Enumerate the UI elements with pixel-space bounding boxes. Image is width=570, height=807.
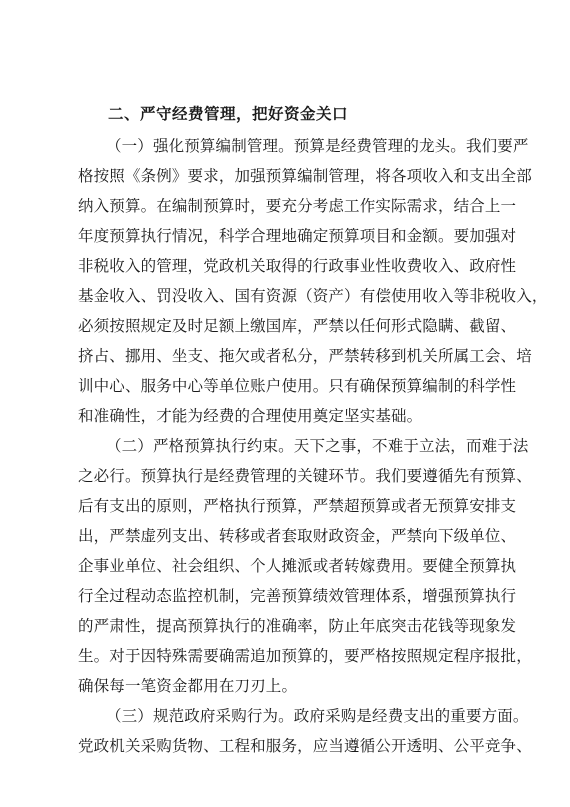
paragraph-2-line-6: 行全过程动态监控机制，完善预算绩效管理体系，增强预算执行 bbox=[78, 587, 517, 605]
paragraph-3-line-1: （三）规范政府采购行为。政府采购是经费支出的重要方面。 bbox=[106, 707, 529, 725]
paragraph-1-line-10: 和准确性，才能为经费的合理使用奠定坚实基础。 bbox=[78, 407, 423, 425]
paragraph-2-line-9: 确保每一笔资金都用在刀刃上。 bbox=[78, 677, 298, 695]
paragraph-1-line-2: 格按照《条例》要求，加强预算编制管理，将各项收入和支出全部 bbox=[78, 167, 532, 185]
paragraph-2-line-7: 的严肃性，提高预算执行的准确率，防止年底突击花钱等现象发 bbox=[78, 617, 517, 635]
section-heading: 二、严守经费管理，把好资金关口 bbox=[108, 104, 349, 123]
paragraph-1-line-7: 必须按照规定及时足额上缴国库，严禁以任何形式隐瞒、截留、 bbox=[78, 317, 517, 335]
paragraph-2-line-8: 生。对于因特殊需要确需追加预算的，要严格按照规定程序报批， bbox=[78, 647, 532, 665]
paragraph-2-line-2: 之必行。预算执行是经费管理的关键环节。我们要遵循先有预算、 bbox=[78, 467, 532, 485]
paragraph-1-line-1: （一）强化预算编制管理。预算是经费管理的龙头。我们要严 bbox=[106, 137, 529, 155]
paragraph-1-line-3: 纳入预算。在编制预算时，要充分考虑工作实际需求，结合上一 bbox=[78, 197, 517, 215]
paragraph-1-line-5: 非税收入的管理，党政机关取得的行政事业性收费收入、政府性 bbox=[78, 257, 517, 275]
paragraph-1-line-4: 年度预算执行情况，科学合理地确定预算项目和金额。要加强对 bbox=[78, 227, 517, 245]
paragraph-2-line-4: 出，严禁虚列支出、转移或者套取财政资金，严禁向下级单位、 bbox=[78, 527, 517, 545]
paragraph-1-line-9: 训中心、服务中心等单位账户使用。只有确保预算编制的科学性 bbox=[78, 377, 517, 395]
paragraph-2-line-1: （二）严格预算执行约束。天下之事，不难于立法，而难于法 bbox=[106, 437, 529, 455]
paragraph-1-line-6: 基金收入、罚没收入、国有资源（资产）有偿使用收入等非税收入， bbox=[78, 287, 548, 305]
paragraph-2-line-3: 后有支出的原则，严格执行预算，严禁超预算或者无预算安排支 bbox=[78, 497, 517, 515]
paragraph-1-line-8: 挤占、挪用、坐支、拖欠或者私分，严禁转移到机关所属工会、培 bbox=[78, 347, 532, 365]
paragraph-2-line-5: 企事业单位、社会组织、个人摊派或者转嫁费用。要健全预算执 bbox=[78, 557, 517, 575]
paragraph-3-line-2: 党政机关采购货物、工程和服务，应当遵循公开透明、公平竞争、 bbox=[78, 737, 532, 755]
